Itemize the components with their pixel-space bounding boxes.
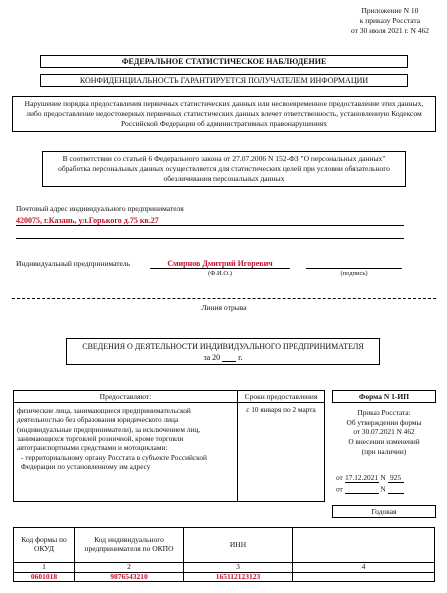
amend-row-1 [336,474,436,483]
year-blank[interactable] [222,353,236,362]
col-number-1: 1 [14,563,75,573]
amend-date-1[interactable]: 17.12.2021 [345,473,378,482]
when-header: Сроки предоставления [237,390,325,403]
form-box [332,390,436,502]
report-title: СВЕДЕНИЯ О ДЕЯТЕЛЬНОСТИ ИНДИВИДУАЛЬНОГО ПРЕДПРИНИМАТЕЛЯ [82,342,364,351]
who-header: Предоставляют: [13,390,238,403]
period-box: Годовая [332,505,436,518]
address-label: Почтовый адрес индивидуального предпринимателя [16,204,184,213]
inn-value[interactable]: 165112123123 [184,572,293,582]
col-number-4: 4 [293,563,435,573]
header-inn: ИНН [184,528,293,563]
amend-from-1: от [336,473,343,482]
amend-row-2 [336,485,436,494]
federal-banner [40,55,408,68]
who-bullet: - территориальному органу Росстата в субъекте Российской Федерации по установленному им адресу [21,452,207,471]
federal-banner-text: ФЕДЕРАЛЬНОЕ СТАТИСТИЧЕСКОЕ НАБЛЮДЕНИЕ [121,57,327,66]
amend-n-1: N [380,473,386,482]
amend-from-2: от [336,484,343,494]
signature-caption: (подпись) [340,270,368,277]
amend-num-2[interactable] [388,485,404,494]
violation-notice [12,96,436,132]
codes-value-row [14,572,435,582]
order-line4: О внесении изменений [348,436,420,446]
year-prefix: за 20 [203,353,221,363]
tear-line [12,298,436,299]
fio-caption: (Ф.И.О.) [208,270,232,277]
order-line1: Приказ Росстата: [357,408,411,417]
amend-date-2[interactable] [345,485,379,494]
who-text: физические лица, занимающиеся предпринимательской деятельностью без образования юридического лица (индивидуальные предприниматели), за исключением лиц, занимающихся торговлей розничной, кроме торговли автотранспортными средствами и мотоциклами: [17,406,201,453]
who-cell [13,402,238,502]
submission-table [13,390,325,502]
codes-table [13,527,435,582]
violation-notice-text: Нарушение порядка предоставления первичных статистических данных или несвоевременное предоставление этих данных, либо предоставление недостоверных первичных статистических данных влечет ответственность, установленную Кодексом Российской Федерации об административных правонарушениях [24,99,424,128]
amend-n-2: N [380,484,386,494]
address-underline [16,225,404,226]
year-suffix: г. [238,353,243,363]
name-underline [150,268,290,269]
order-line2: Об утверждении формы [346,417,422,427]
confidential-banner-text: КОНФИДЕНЦИАЛЬНОСТЬ ГАРАНТИРУЕТСЯ ПОЛУЧАТЕЛЕМ ИНФОРМАЦИИ [79,76,369,85]
empty-value[interactable] [293,572,435,582]
codes-number-row [14,563,435,573]
signature-underline [306,268,402,269]
when-text: с 10 января по 2 марта [246,405,316,414]
appendix-line2: к приказу Росстата [359,16,421,26]
header-okpo: Код индивидуального предпринимателя по ОКПО [75,528,184,563]
personal-data-notice-text: В соответствии со статьей 6 Федерального закона от 27.07.2006 N 152-ФЗ "О персональных данных" обработка персональных данных осуществляется для статистических целей при условии обязательного обезличивания персональных данных [58,154,390,183]
personal-data-notice [42,151,406,187]
address-underline-2 [16,238,404,239]
when-cell [237,402,325,502]
entrepreneur-name[interactable]: Смирнов Дмитрий Игоревич [167,259,273,268]
order-line5: (при наличии) [361,446,407,456]
tear-line-label: Линия отрыва [201,303,247,312]
appendix-note [351,6,429,36]
address-value[interactable]: 420075, г.Казань, ул.Горького д.75 кв.27 [16,216,159,225]
appendix-line3: от 30 июля 2021 г. N 462 [350,26,429,36]
okpo-value[interactable]: 9876543210 [75,572,184,582]
amend-num-1[interactable]: 925 [388,474,404,483]
entrepreneur-label: Индивидуальный предприниматель [16,259,130,268]
col-number-3: 3 [184,563,293,573]
okud-value[interactable]: 0601018 [14,572,75,582]
appendix-line1: Приложение N 10 [361,6,419,15]
header-okud: Код формы по ОКУД [14,528,75,563]
confidential-banner [40,74,408,87]
col-number-2: 2 [75,563,184,573]
header-empty [293,528,435,563]
form-title: Форма N 1-ИП [332,390,436,403]
order-line3: от 30.07.2021 N 462 [353,427,415,437]
codes-header-row [14,528,435,563]
report-year [67,353,379,362]
report-title-box [66,338,380,365]
form-order [332,408,436,456]
